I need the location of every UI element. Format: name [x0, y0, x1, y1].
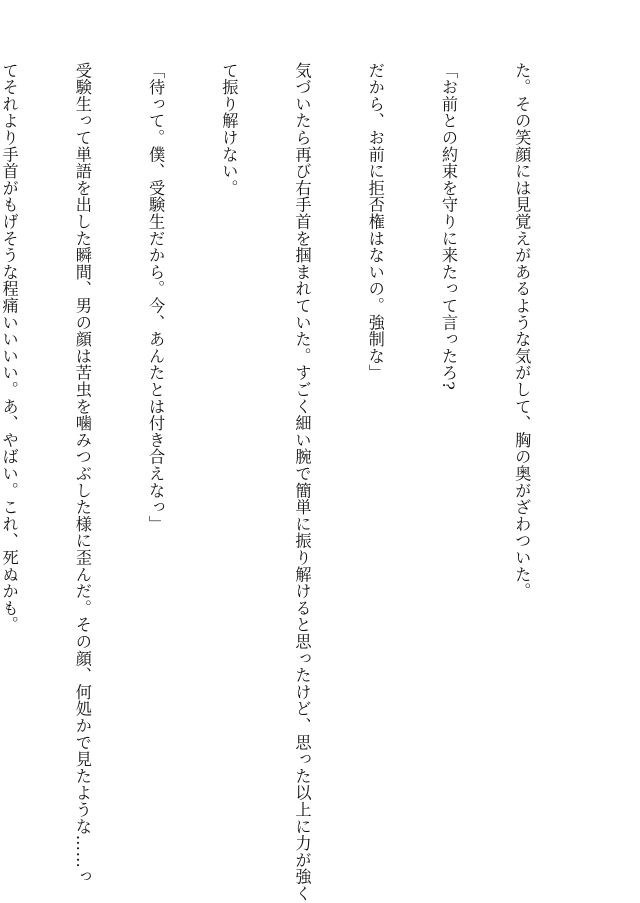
- text-line: て振り解けない。: [219, 62, 239, 197]
- text-line: だから、お前に拒否権はないの。強制な」: [365, 62, 385, 382]
- text-line: た。その笑顔には見覚えがあるような気がして、胸の奥がざわついた。: [512, 62, 532, 600]
- text-line: 「お前との約束を守りに来たって言ったろ?: [438, 62, 458, 391]
- text-line: 「待って。僕、受験生だから。今、あんたとは付き合えなっ」: [146, 62, 166, 533]
- text-line: 受験生って単語を出した瞬間、男の顔は苦虫を噛みつぶした様に歪んだ。その顔、何処かで見たような……っ: [72, 62, 92, 886]
- text-line: 気づいたら再び右手首を掴まれていた。すごく細い腕で簡単に振り解けると思ったけど、思った以上に力が強く: [292, 62, 312, 902]
- vertical-text-body: [0, 62, 582, 902]
- text-line: てそれより手首がもげそうな程痛いいいい。あ、やばい。これ、死ぬかも。: [0, 62, 19, 634]
